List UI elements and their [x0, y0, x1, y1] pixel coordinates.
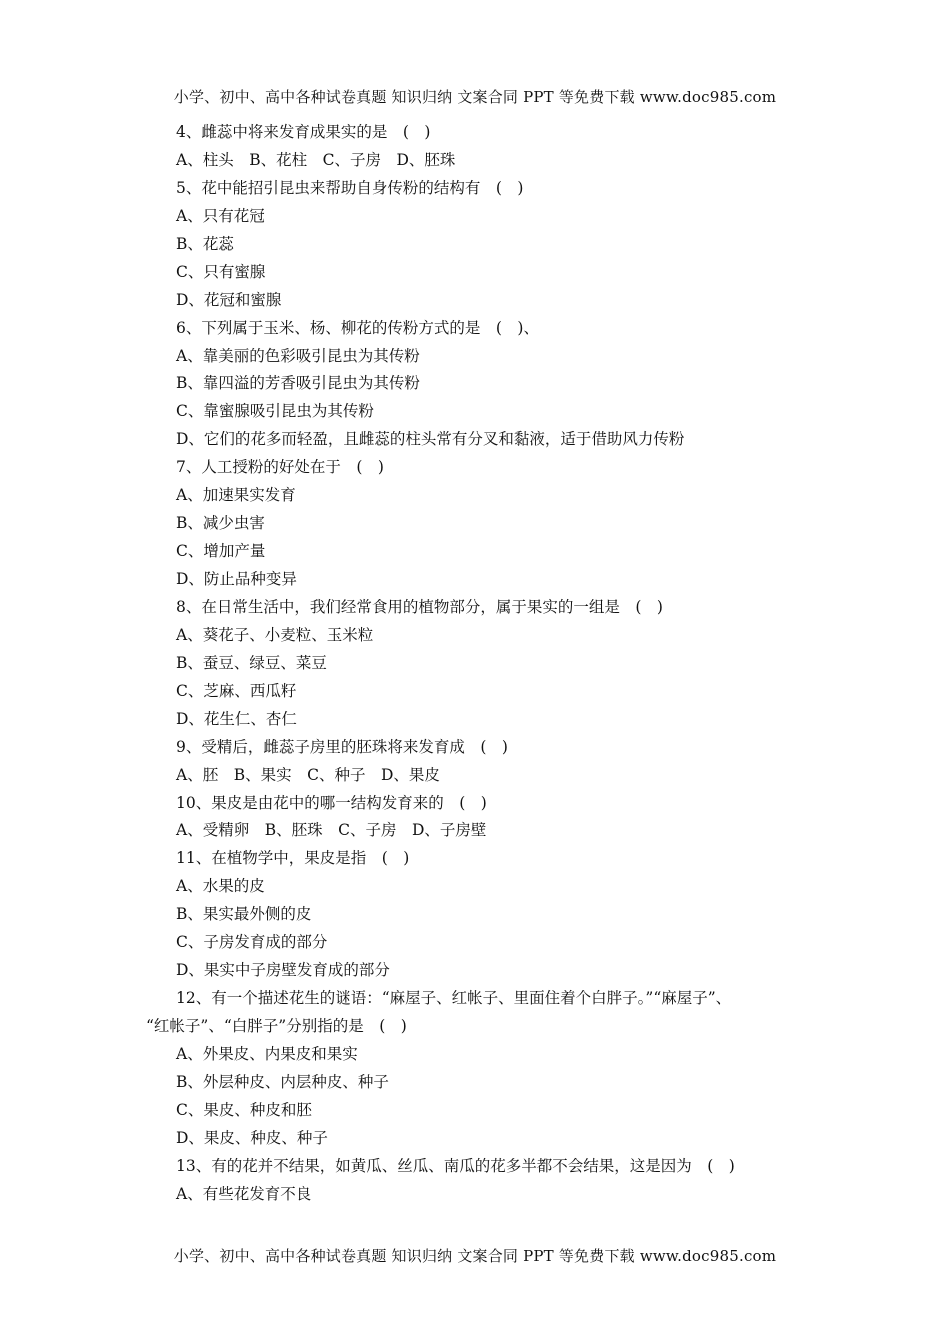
question-line: 7、人工授粉的好处在于 ( ) — [176, 458, 384, 477]
option-line: A、靠美丽的色彩吸引昆虫为其传粉 — [176, 346, 420, 365]
option-line: D、花生仁、杏仁 — [176, 709, 297, 728]
question-list — [146, 118, 816, 1208]
option-line: C、增加产量 — [176, 542, 266, 561]
option-line: B、靠四溢的芳香吸引昆虫为其传粉 — [176, 374, 420, 393]
question-line: 13、有的花并不结果，如黄瓜、丝瓜、南瓜的花多半都不会结果，这是因为 ( ) — [176, 1156, 735, 1175]
option-line: B、花蕊 — [176, 234, 234, 253]
option-line: A、加速果实发育 — [176, 486, 296, 505]
option-line: A、水果的皮 — [176, 877, 265, 896]
option-line: D、防止品种变异 — [176, 570, 297, 588]
option-line: B、减少虫害 — [176, 514, 265, 533]
question-line: 5、花中能招引昆虫来帮助自身传粉的结构有 ( ) — [176, 178, 524, 197]
question-line: 10、果皮是由花中的哪一结构发育来的 ( ) — [176, 793, 487, 812]
question-line: 6、下列属于玉米、杨、柳花的传粉方式的是 ( )、 — [176, 318, 539, 337]
page-footer: 小学、初中、高中各种试卷真题 知识归纳 文案合同 PPT 等免费下载 www.doc985.com — [173, 1247, 777, 1265]
question-line: 4、雌蕊中将来发育成果实的是 ( ) — [176, 123, 431, 141]
option-line: B、外层种皮、内层种皮、种子 — [176, 1072, 389, 1091]
option-line: C、芝麻、西瓜籽 — [176, 681, 297, 700]
option-line: A、葵花子、小麦粒、玉米粒 — [176, 625, 374, 644]
option-line: B、蚕豆、绿豆、菜豆 — [176, 653, 327, 672]
option-line: A、只有花冠 — [176, 206, 265, 225]
option-line: D、花冠和蜜腺 — [176, 290, 282, 309]
option-line: D、它们的花多而轻盈，且雌蕊的柱头常有分叉和黏液，适于借助风力传粉 — [176, 430, 685, 449]
option-line: C、子房发育成的部分 — [176, 933, 328, 952]
question-line-continued: “红帐子”、“白胖子”分别指的是 ( ) — [146, 1017, 407, 1035]
question-line: 8、在日常生活中，我们经常食用的植物部分，属于果实的一组是 ( ) — [176, 597, 663, 616]
option-line: C、靠蜜腺吸引昆虫为其传粉 — [176, 402, 374, 421]
option-line: A、有些花发育不良 — [176, 1184, 312, 1203]
option-line: B、果实最外侧的皮 — [176, 905, 312, 924]
option-line: A、受精卵 B、胚珠 C、子房 D、子房壁 — [176, 821, 487, 840]
option-line: C、只有蜜腺 — [176, 262, 266, 281]
question-line: 9、受精后，雌蕊子房里的胚珠将来发育成 ( ) — [176, 737, 508, 756]
option-line: D、果实中子房壁发育成的部分 — [176, 961, 390, 980]
option-line: C、果皮、种皮和胚 — [176, 1100, 312, 1119]
question-line: 12、有一个描述花生的谜语：“麻屋子、红帐子、里面住着个白胖子。”“麻屋子”、 — [176, 989, 732, 1008]
option-line: A、外果皮、内果皮和果实 — [176, 1044, 358, 1063]
option-line: A、胚 B、果实 C、种子 D、果皮 — [176, 765, 440, 784]
option-line: D、果皮、种皮、种子 — [176, 1128, 328, 1147]
option-line: A、柱头 B、花柱 C、子房 D、胚珠 — [176, 150, 456, 169]
question-line: 11、在植物学中，果皮是指 ( ) — [176, 849, 410, 868]
page-header: 小学、初中、高中各种试卷真题 知识归纳 文案合同 PPT 等免费下载 www.doc985.com — [173, 88, 777, 106]
